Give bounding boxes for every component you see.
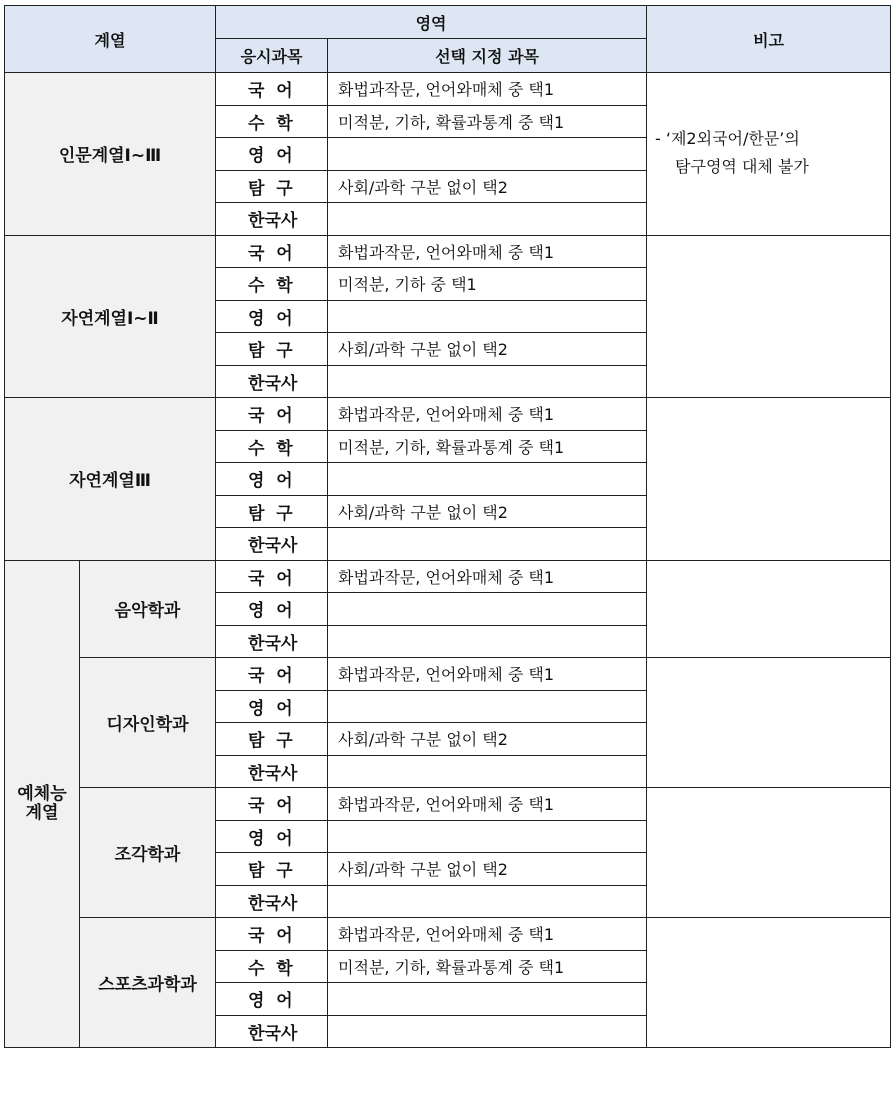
designated-cell xyxy=(328,1015,647,1048)
subject-cell: 국 어 xyxy=(216,73,328,106)
arts-group-line-2: 계열 xyxy=(25,802,59,823)
header-designated: 선택 지정 과목 xyxy=(328,39,647,73)
subject-cell: 영 어 xyxy=(216,983,328,1016)
note-cell-empty xyxy=(647,398,891,561)
subject-cell: 탐 구 xyxy=(216,333,328,366)
subject-cell: 수 학 xyxy=(216,950,328,983)
designated-cell xyxy=(328,690,647,723)
designated-cell xyxy=(328,300,647,333)
header-subject: 응시과목 xyxy=(216,39,328,73)
designated-cell: 미적분, 기하, 확률과통계 중 택1 xyxy=(328,950,647,983)
designated-cell xyxy=(328,203,647,236)
group-name: 인문계열Ⅰ~Ⅲ xyxy=(5,73,216,236)
dept-name: 음악학과 xyxy=(80,560,216,658)
table-row xyxy=(5,788,891,821)
note-cell-empty xyxy=(647,658,891,788)
table-row xyxy=(5,918,891,951)
dept-name: 조각학과 xyxy=(80,788,216,918)
table-row xyxy=(5,235,891,268)
subject-cell: 수 학 xyxy=(216,105,328,138)
subject-cell: 한국사 xyxy=(216,365,328,398)
note-line-2: 탐구영역 대체 불가 xyxy=(675,157,809,176)
subject-cell: 국 어 xyxy=(216,788,328,821)
subject-cell: 수 학 xyxy=(216,430,328,463)
table-row xyxy=(5,398,891,431)
note-cell-empty xyxy=(647,918,891,1048)
designated-cell: 화법과작문, 언어와매체 중 택1 xyxy=(328,73,647,106)
designated-cell xyxy=(328,885,647,918)
subject-cell: 국 어 xyxy=(216,658,328,691)
subject-cell: 영 어 xyxy=(216,593,328,626)
subject-cell: 국 어 xyxy=(216,560,328,593)
group-name: 자연계열Ⅰ~Ⅱ xyxy=(5,235,216,398)
designated-cell: 사회/과학 구분 없이 택2 xyxy=(328,495,647,528)
header-area: 영역 xyxy=(216,6,647,39)
subject-cell: 한국사 xyxy=(216,885,328,918)
subject-cell: 영 어 xyxy=(216,690,328,723)
header-group: 계열 xyxy=(5,6,216,73)
designated-cell xyxy=(328,820,647,853)
designated-cell: 사회/과학 구분 없이 택2 xyxy=(328,853,647,886)
table-row xyxy=(5,658,891,691)
designated-cell: 화법과작문, 언어와매체 중 택1 xyxy=(328,235,647,268)
designated-cell xyxy=(328,593,647,626)
subject-cell: 한국사 xyxy=(216,755,328,788)
subject-cell: 한국사 xyxy=(216,1015,328,1048)
designated-cell: 사회/과학 구분 없이 택2 xyxy=(328,723,647,756)
subject-cell: 한국사 xyxy=(216,625,328,658)
designated-cell: 화법과작문, 언어와매체 중 택1 xyxy=(328,658,647,691)
group-name: 자연계열Ⅲ xyxy=(5,398,216,561)
designated-cell: 화법과작문, 언어와매체 중 택1 xyxy=(328,398,647,431)
dept-name: 디자인학과 xyxy=(80,658,216,788)
subject-cell: 영 어 xyxy=(216,463,328,496)
note-cell-empty xyxy=(647,560,891,658)
subject-requirements-document xyxy=(4,5,891,1048)
designated-cell: 화법과작문, 언어와매체 중 택1 xyxy=(328,560,647,593)
subject-cell: 국 어 xyxy=(216,235,328,268)
table-row xyxy=(5,560,891,593)
subject-cell: 국 어 xyxy=(216,398,328,431)
header-note: 비고 xyxy=(647,6,891,73)
designated-cell: 사회/과학 구분 없이 택2 xyxy=(328,170,647,203)
designated-cell xyxy=(328,528,647,561)
subject-cell: 탐 구 xyxy=(216,170,328,203)
designated-cell xyxy=(328,625,647,658)
designated-cell: 미적분, 기하 중 택1 xyxy=(328,268,647,301)
note-cell xyxy=(647,73,891,236)
designated-cell xyxy=(328,365,647,398)
subject-cell: 한국사 xyxy=(216,528,328,561)
subject-cell: 영 어 xyxy=(216,820,328,853)
designated-cell: 사회/과학 구분 없이 택2 xyxy=(328,333,647,366)
table-row xyxy=(5,73,891,106)
designated-cell xyxy=(328,463,647,496)
designated-cell xyxy=(328,755,647,788)
note-text xyxy=(647,73,890,181)
subject-cell: 영 어 xyxy=(216,300,328,333)
subject-requirements-table xyxy=(4,5,891,1048)
subject-cell: 탐 구 xyxy=(216,853,328,886)
note-cell-empty xyxy=(647,235,891,398)
arts-group-name xyxy=(5,560,80,1048)
designated-cell: 화법과작문, 언어와매체 중 택1 xyxy=(328,788,647,821)
designated-cell: 미적분, 기하, 확률과통계 중 택1 xyxy=(328,430,647,463)
subject-cell: 영 어 xyxy=(216,138,328,171)
subject-cell: 국 어 xyxy=(216,918,328,951)
subject-cell: 수 학 xyxy=(216,268,328,301)
designated-cell: 화법과작문, 언어와매체 중 택1 xyxy=(328,918,647,951)
subject-cell: 탐 구 xyxy=(216,495,328,528)
designated-cell xyxy=(328,983,647,1016)
arts-group-line-1: 예체능 xyxy=(17,783,67,804)
note-line-1: - ‘제2외국어/한문’의 xyxy=(655,129,800,148)
designated-cell xyxy=(328,138,647,171)
dept-name: 스포츠과학과 xyxy=(80,918,216,1048)
note-cell-empty xyxy=(647,788,891,918)
subject-cell: 한국사 xyxy=(216,203,328,236)
designated-cell: 미적분, 기하, 확률과통계 중 택1 xyxy=(328,105,647,138)
subject-cell: 탐 구 xyxy=(216,723,328,756)
table-body xyxy=(5,73,891,1048)
